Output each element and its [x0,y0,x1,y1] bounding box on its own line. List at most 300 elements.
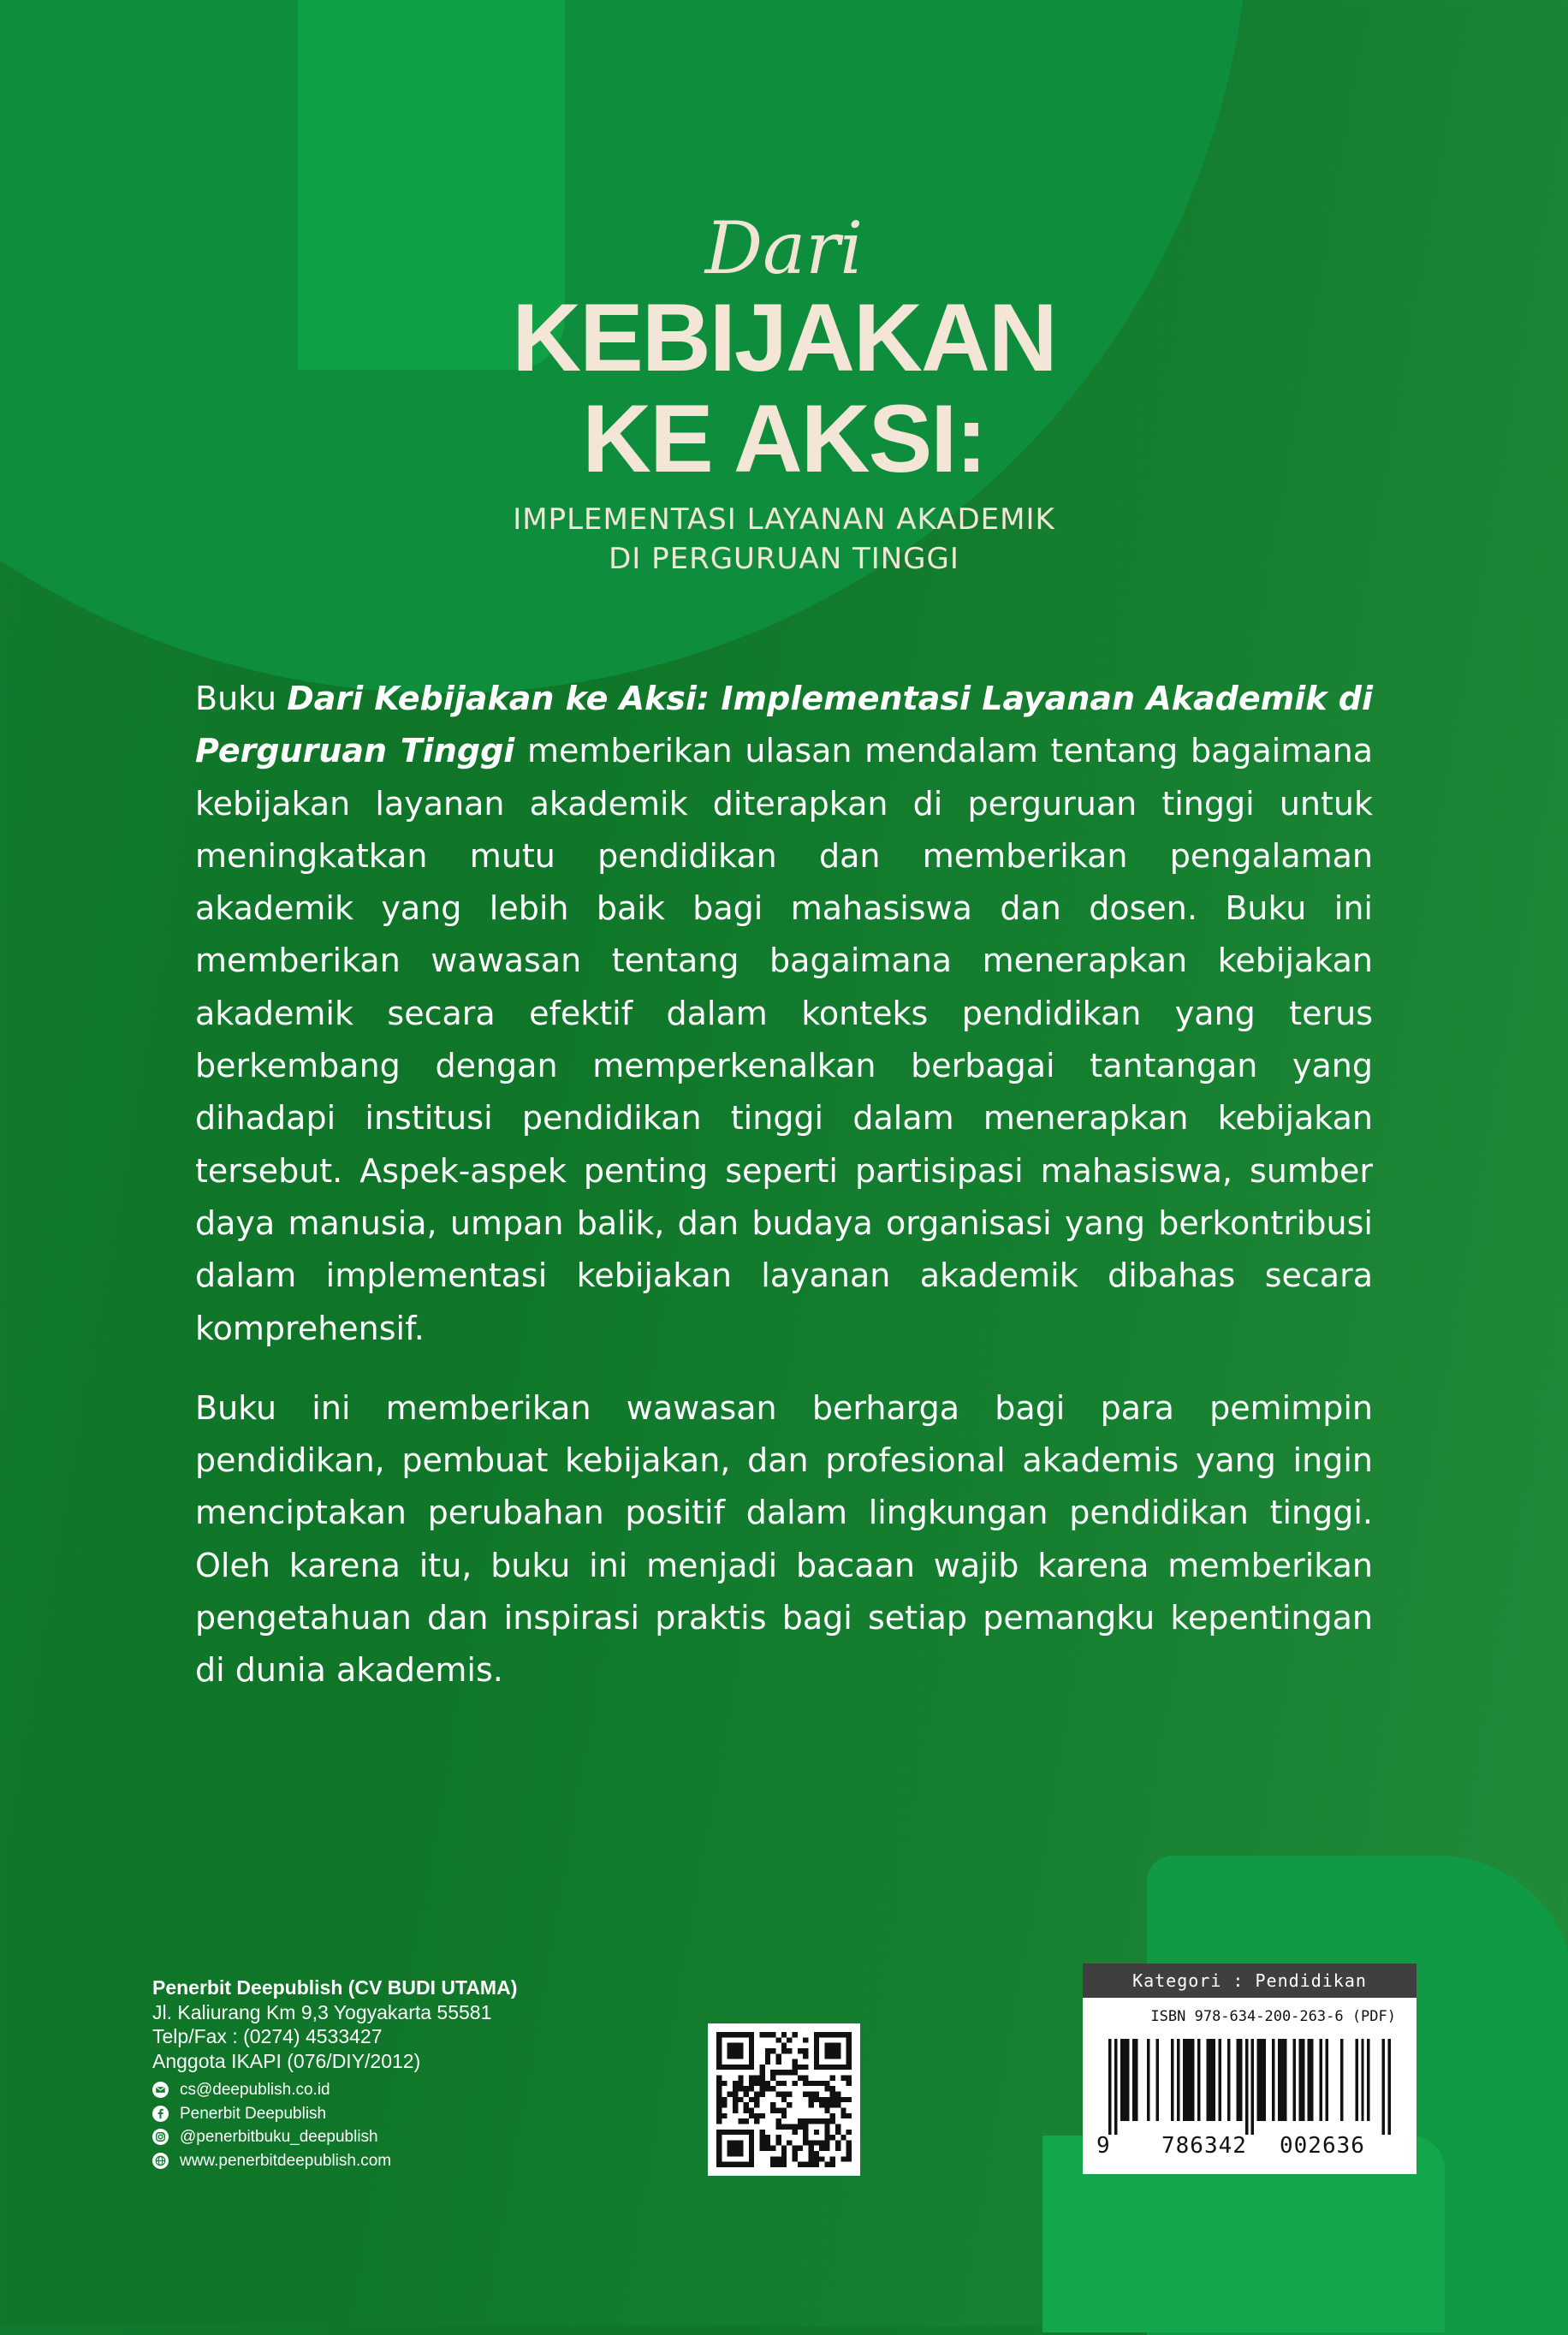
qr-module [781,2032,787,2037]
contact-list [152,2078,517,2172]
qr-module [728,2043,733,2048]
qr-module [814,2140,819,2145]
qr-module [808,2162,813,2167]
qr-module [798,2146,803,2151]
qr-module [830,2043,835,2048]
title-line-1: KEBIJAKAN [512,284,1056,391]
barcode-bars [1108,2039,1391,2135]
barcode-bar [1120,2039,1123,2121]
qr-module [803,2092,808,2097]
qr-module [716,2053,722,2059]
qr-module [738,2043,743,2048]
qr-module [749,2048,754,2053]
qr-module [808,2146,813,2151]
qr-module [824,2107,829,2112]
qr-module [846,2059,852,2065]
qr-module [803,2037,808,2042]
synopsis-paragraph-2: Buku ini memberikan wawasan berharga bagi para pemimpin pendidikan, pembuat kebijakan, dan profesional akademis yang ingin menciptakan perubahan positif dalam lingkungan pendidikan tinggi. Oleh karena itu, buku ini menjadi bacaan wajib karena memberikan pengetahuan dan inspirasi praktis bagi setiap pemangku kepentingan di dunia akademis. [195,1388,1373,1690]
contact-email-text[interactable]: cs@deepublish.co.id [180,2081,330,2099]
qr-module [787,2092,792,2097]
qr-module [733,2130,738,2135]
qr-module [846,2113,852,2118]
barcode-bar [1197,2039,1200,2121]
qr-module [776,2092,781,2097]
qr-module [744,2102,749,2107]
qr-module [738,2151,743,2156]
qr-module [738,2032,743,2037]
qr-module [830,2032,835,2037]
qr-module [840,2076,846,2081]
globe-icon [152,2153,169,2169]
qr-module [846,2146,852,2151]
qr-module [770,2070,775,2075]
qr-module [749,2043,754,2048]
qr-module [744,2130,749,2135]
contact-facebook-text[interactable]: Penerbit Deepublish [180,2104,327,2123]
qr-module [840,2156,846,2161]
qr-module [770,2076,775,2081]
qr-module [765,2135,770,2140]
qr-module [824,2065,829,2070]
qr-module [776,2053,781,2059]
qr-module [744,2118,749,2124]
qr-module [716,2162,722,2167]
qr-module [733,2151,738,2156]
qr-module [835,2146,840,2151]
qr-module [722,2113,727,2118]
qr-module [814,2053,819,2059]
contact-email [152,2078,517,2102]
qr-code[interactable] [708,2023,860,2176]
qr-module [716,2037,722,2042]
qr-module [716,2059,722,2065]
qr-module [814,2156,819,2161]
qr-module [824,2053,829,2059]
qr-module [830,2113,835,2118]
qr-module [808,2081,813,2086]
qr-module [824,2102,829,2107]
qr-module [754,2118,759,2124]
barcode-bar [1278,2039,1280,2121]
qr-module [744,2086,749,2091]
qr-module [824,2118,829,2124]
isbn-barcode-block [1083,1964,1417,2174]
qr-module [798,2048,803,2053]
qr-module [824,2048,829,2053]
qr-module [814,2048,819,2053]
qr-module [798,2162,803,2167]
qr-module [803,2140,808,2145]
barcode-bar [1108,2039,1111,2135]
qr-module [781,2097,787,2102]
contact-website-text[interactable]: www.penerbitdeepublish.com [180,2151,392,2170]
barcode-bar [1183,2039,1185,2121]
qr-module [722,2081,727,2086]
qr-module [808,2140,813,2145]
qr-module [808,2102,813,2107]
qr-module [716,2113,722,2118]
qr-module [824,2032,829,2037]
qr-module [754,2097,759,2102]
qr-module [781,2107,787,2112]
title-block [0,205,1568,579]
qr-module [733,2107,738,2112]
qr-module [744,2032,749,2037]
qr-module [792,2146,797,2151]
qr-module [733,2092,738,2097]
qr-module [754,2076,759,2081]
qr-module [814,2130,819,2135]
qr-module [716,2156,722,2161]
qr-module [738,2086,743,2091]
barcode-bar [1185,2039,1188,2121]
qr-module [835,2043,840,2048]
qr-module [814,2092,819,2097]
barcode-bar [1207,2039,1209,2121]
qr-module [798,2076,803,2081]
qr-module [765,2081,770,2086]
barcode-bar [1280,2039,1283,2121]
qr-module [787,2070,792,2075]
qr-module [798,2118,803,2124]
title-line-2: KE AKSI: [582,385,986,492]
qr-module [728,2065,733,2070]
qr-module [728,2140,733,2145]
qr-module [830,2048,835,2053]
barcode-digits-right: 002636 [1280,2133,1365,2159]
qr-module [846,2053,852,2059]
qr-module [744,2107,749,2112]
qr-module [744,2065,749,2070]
qr-module [846,2081,852,2086]
qr-module [754,2081,759,2086]
qr-module [760,2113,765,2118]
qr-module [754,2113,759,2118]
qr-module [765,2146,770,2151]
qr-module [814,2097,819,2102]
qr-code-pattern [716,2032,852,2167]
barcode-bar [1361,2039,1363,2121]
qr-module [781,2081,787,2086]
qr-module [770,2146,775,2151]
qr-module [830,2053,835,2059]
qr-module [733,2032,738,2037]
qr-module [824,2140,829,2145]
qr-module [749,2059,754,2065]
qr-module [765,2140,770,2145]
qr-module [792,2130,797,2135]
qr-module [824,2130,829,2135]
qr-module [814,2151,819,2156]
qr-module [781,2151,787,2156]
qr-module [803,2162,808,2167]
qr-module [776,2070,781,2075]
qr-module [733,2146,738,2151]
qr-module [716,2118,722,2124]
qr-module [728,2048,733,2053]
qr-module [765,2032,770,2037]
qr-module [835,2032,840,2037]
qr-module [814,2081,819,2086]
qr-module [814,2043,819,2048]
qr-module [792,2081,797,2086]
qr-module [781,2092,787,2097]
qr-module [716,2102,722,2107]
publisher-phone: Telp/Fax : (0274) 4533427 [152,2025,383,2047]
qr-module [781,2146,787,2151]
qr-module [824,2097,829,2102]
subtitle-line-1: IMPLEMENTASI LAYANAN AKADEMIK [513,502,1055,537]
qr-module [716,2032,722,2037]
qr-module [749,2156,754,2161]
qr-module [792,2059,797,2065]
barcode-bar [1171,2039,1173,2121]
qr-module [716,2086,722,2091]
qr-module [835,2092,840,2097]
qr-module [749,2053,754,2059]
barcode-bar [1320,2039,1322,2121]
qr-module [819,2156,824,2161]
qr-module [792,2151,797,2156]
qr-module [760,2146,765,2151]
qr-module [846,2065,852,2070]
barcode-bar [1284,2039,1286,2121]
barcode-digit-first: 9 [1096,2133,1110,2159]
barcode-bar [1310,2039,1313,2121]
qr-module [770,2032,775,2037]
qr-module [835,2124,840,2129]
qr-module [776,2140,781,2145]
qr-module [738,2076,743,2081]
qr-module [760,2070,765,2075]
qr-module [835,2140,840,2145]
qr-module [738,2162,743,2167]
barcode-bar [1257,2039,1260,2121]
qr-module [733,2081,738,2086]
synopsis [195,673,1373,1697]
qr-module [840,2065,846,2070]
qr-module [803,2124,808,2129]
qr-module [728,2053,733,2059]
qr-module [803,2053,808,2059]
qr-module [728,2130,733,2135]
qr-module [760,2032,765,2037]
qr-module [835,2053,840,2059]
qr-module [716,2043,722,2048]
qr-module [819,2146,824,2151]
qr-module [814,2162,819,2167]
qr-module [722,2097,727,2102]
qr-module [846,2156,852,2161]
qr-module [760,2140,765,2145]
qr-module [770,2156,775,2161]
qr-module [787,2102,792,2107]
barcode-bar [1260,2039,1262,2121]
qr-module [728,2032,733,2037]
qr-module [733,2043,738,2048]
qr-module [824,2124,829,2129]
qr-module [749,2151,754,2156]
qr-module [781,2162,787,2167]
qr-module [760,2130,765,2135]
qr-module [835,2065,840,2070]
qr-module [808,2151,813,2156]
barcode-bar [1272,2039,1274,2121]
qr-module [798,2065,803,2070]
qr-module [846,2048,852,2053]
qr-module [781,2070,787,2075]
qr-module [819,2032,824,2037]
barcode-bar [1340,2039,1343,2121]
qr-module [716,2097,722,2102]
qr-module [716,2140,722,2145]
qr-module [781,2048,787,2053]
qr-module [722,2032,727,2037]
qr-module [733,2162,738,2167]
qr-module [733,2140,738,2145]
qr-module [846,2037,852,2042]
qr-module [792,2124,797,2129]
qr-module [814,2059,819,2065]
qr-module [824,2081,829,2086]
qr-module [808,2092,813,2097]
qr-module [749,2076,754,2081]
qr-module [744,2092,749,2097]
qr-module [728,2162,733,2167]
qr-module [846,2140,852,2145]
qr-module [835,2097,840,2102]
qr-module [819,2065,824,2070]
qr-module [760,2076,765,2081]
qr-module [803,2076,808,2081]
barcode-bar [1308,2039,1310,2121]
qr-module [733,2065,738,2070]
qr-module [819,2140,824,2145]
isbn-label: ISBN 978-634-200-263-6 (PDF) [1150,2008,1396,2025]
barcode-bar [1326,2039,1328,2121]
barcode-bar [1245,2039,1248,2135]
contact-instagram-text[interactable]: @penerbitbuku_deepublish [180,2128,378,2146]
qr-module [776,2118,781,2124]
qr-module [765,2059,770,2065]
qr-module [840,2032,846,2037]
qr-module [733,2048,738,2053]
qr-module [798,2124,803,2129]
qr-module [846,2151,852,2156]
qr-module [840,2107,846,2112]
barcode-bar [1135,2039,1137,2121]
qr-module [835,2048,840,2053]
qr-module [846,2043,852,2048]
barcode-bar [1382,2039,1385,2135]
barcode-bar [1209,2039,1212,2121]
qr-module [840,2113,846,2118]
qr-module [765,2048,770,2053]
qr-module [824,2135,829,2140]
title-prefix: Dari [704,206,864,290]
qr-module [738,2097,743,2102]
qr-module [716,2065,722,2070]
qr-module [770,2086,775,2091]
qr-module [738,2130,743,2135]
qr-module [803,2135,808,2140]
qr-module [738,2081,743,2086]
qr-module [760,2065,765,2070]
qr-module [781,2043,787,2048]
qr-module [792,2070,797,2075]
barcode-bar [1263,2039,1266,2121]
barcode-bar [1132,2039,1135,2121]
contact-website [152,2149,517,2173]
qr-module [830,2097,835,2102]
qr-module [776,2156,781,2161]
qr-module [776,2162,781,2167]
qr-module [738,2118,743,2124]
publisher-address: Jl. Kaliurang Km 9,3 Yogyakarta 55581 [152,2000,492,2023]
qr-module [787,2037,792,2042]
qr-module [819,2102,824,2107]
qr-module [824,2043,829,2048]
barcode-bar [1302,2039,1304,2121]
qr-module [765,2053,770,2059]
qr-module [749,2140,754,2145]
qr-module [781,2113,787,2118]
qr-module [840,2135,846,2140]
qr-module [744,2162,749,2167]
qr-module [830,2086,835,2091]
para1-book-title: Dari Kebijakan ke Aksi: Implementasi Layanan Akademik di Perguruan Tinggi [195,680,1374,770]
qr-module [716,2135,722,2140]
qr-module [738,2048,743,2053]
qr-module [770,2102,775,2107]
qr-module [819,2081,824,2086]
barcode-bar [1367,2039,1369,2121]
qr-module [808,2118,813,2124]
qr-module [716,2076,722,2081]
qr-module [722,2102,727,2107]
qr-module [846,2032,852,2037]
qr-module [760,2135,765,2140]
qr-module [749,2081,754,2086]
barcode-bar [1189,2039,1191,2121]
qr-module [776,2107,781,2112]
qr-module [814,2065,819,2070]
qr-module [803,2048,808,2053]
qr-module [770,2107,775,2112]
instagram-icon [152,2129,169,2145]
qr-module [808,2156,813,2161]
qr-module [835,2102,840,2107]
barcode-bar [1239,2039,1242,2121]
qr-module [754,2102,759,2107]
barcode-bar [1355,2039,1357,2121]
barcode-bar [1191,2039,1194,2121]
qr-module [728,2151,733,2156]
qr-module [830,2118,835,2124]
publisher-name: Penerbit Deepublish (CV BUDI UTAMA) [152,1976,518,1999]
qr-module [765,2086,770,2091]
contact-instagram [152,2125,517,2149]
qr-module [722,2065,727,2070]
qr-module [716,2107,722,2112]
qr-module [808,2097,813,2102]
qr-module [846,2076,852,2081]
qr-module [840,2097,846,2102]
barcode-bar [1156,2039,1159,2121]
facebook-icon [152,2106,169,2122]
qr-module [819,2097,824,2102]
qr-module [716,2151,722,2156]
